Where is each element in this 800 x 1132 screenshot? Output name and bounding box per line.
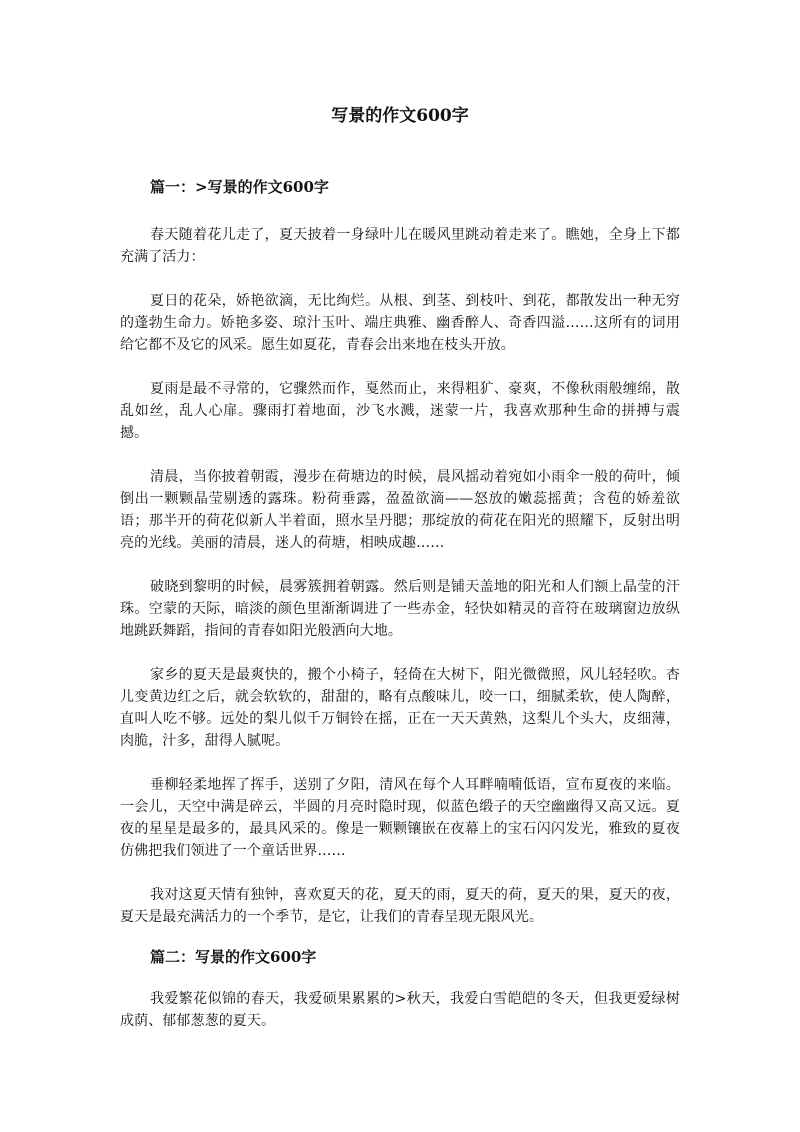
- paragraph: 家乡的夏天是最爽快的，搬个小椅子，轻倚在大树下，阳光微微照，风儿轻轻吹。杏儿变黄边红之后，就会软软的，甜甜的，略有点酸味儿，咬一口，细腻柔软，使人陶醉，直叫人吃不够。远处的梨儿似千万铜铃在摇，正在一天天黄熟，这梨儿个头大，皮细薄，肉脆，汁多，甜得人腻呢。: [120, 667, 680, 749]
- section-1: [120, 176, 680, 928]
- paragraph: 我爱繁花似锦的春天，我爱硕果累累的>秋天，我爱白雪皑皑的冬天，但我更爱绿树成荫、郁郁葱葱的夏天。: [120, 991, 680, 1029]
- section-2: [120, 946, 680, 1032]
- paragraph: 夏日的花朵，娇艳欲滴，无比绚烂。从根、到茎、到枝叶、到花，都散发出一种无穷的蓬勃生命力。娇艳多姿、琼汁玉叶、端庄典雅、幽香醉人、奇香四溢……这所有的词用给它都不及它的风采。愿生如夏花，青春会出来地在枝头开放。: [120, 293, 680, 353]
- section-heading: 篇一：>写景的作文600字: [150, 178, 329, 196]
- document-title: 写景的作文600字: [331, 106, 469, 126]
- paragraph: 夏雨是最不寻常的，它骤然而作，戛然而止，来得粗犷、豪爽，不像秋雨般缠绵，散乱如丝，乱人心扉。骤雨打着地面，沙飞水溅，迷蒙一片，我喜欢那种生命的拼搏与震撼。: [120, 381, 680, 441]
- paragraph: 清晨，当你披着朝霞，漫步在荷塘边的时候，晨风摇动着宛如小雨伞一般的荷叶，倾倒出一颗颗晶莹剔透的露珠。粉荷垂露，盈盈欲滴——怒放的嫩蕊摇黄；含苞的娇羞欲语；那半开的荷花似新人半着面，照水呈丹腮；那绽放的荷花在阳光的照耀下，反射出明亮的光线。美丽的清晨，迷人的荷塘，相映成趣……: [120, 469, 680, 551]
- paragraph: 垂柳轻柔地挥了挥手，送别了夕阳，清风在每个人耳畔喃喃低语，宣布夏夜的来临。一会儿，天空中满是碎云，半圆的月亮时隐时现，似蓝色缎子的天空幽幽得又高又远。夏夜的星星是最多的，最具风采的。像是一颗颗镶嵌在夜幕上的宝石闪闪发光，雅致的夏夜仿佛把我们领进了一个童话世界……: [120, 777, 680, 859]
- paragraph: 破晓到黎明的时候，晨雾簇拥着朝露。然后则是铺天盖地的阳光和人们额上晶莹的汗珠。空蒙的天际，暗淡的颜色里渐渐调进了一些赤金，轻快如精灵的音符在玻璃窗边放纵地跳跃舞蹈，指间的青春如阳光般洒向大地。: [120, 579, 680, 639]
- paragraph: 春天随着花儿走了，夏天披着一身绿叶儿在暖风里跳动着走来了。瞧她，全身上下都充满了活力：: [120, 227, 680, 265]
- paragraph: 我对这夏天情有独钟，喜欢夏天的花，夏天的雨，夏天的荷，夏天的果，夏天的夜，夏天是最充满活力的一个季节，是它，让我们的青春呈现无限风光。: [120, 887, 680, 925]
- section-heading: 篇二：写景的作文600字: [150, 948, 317, 966]
- document-body: [120, 176, 680, 1054]
